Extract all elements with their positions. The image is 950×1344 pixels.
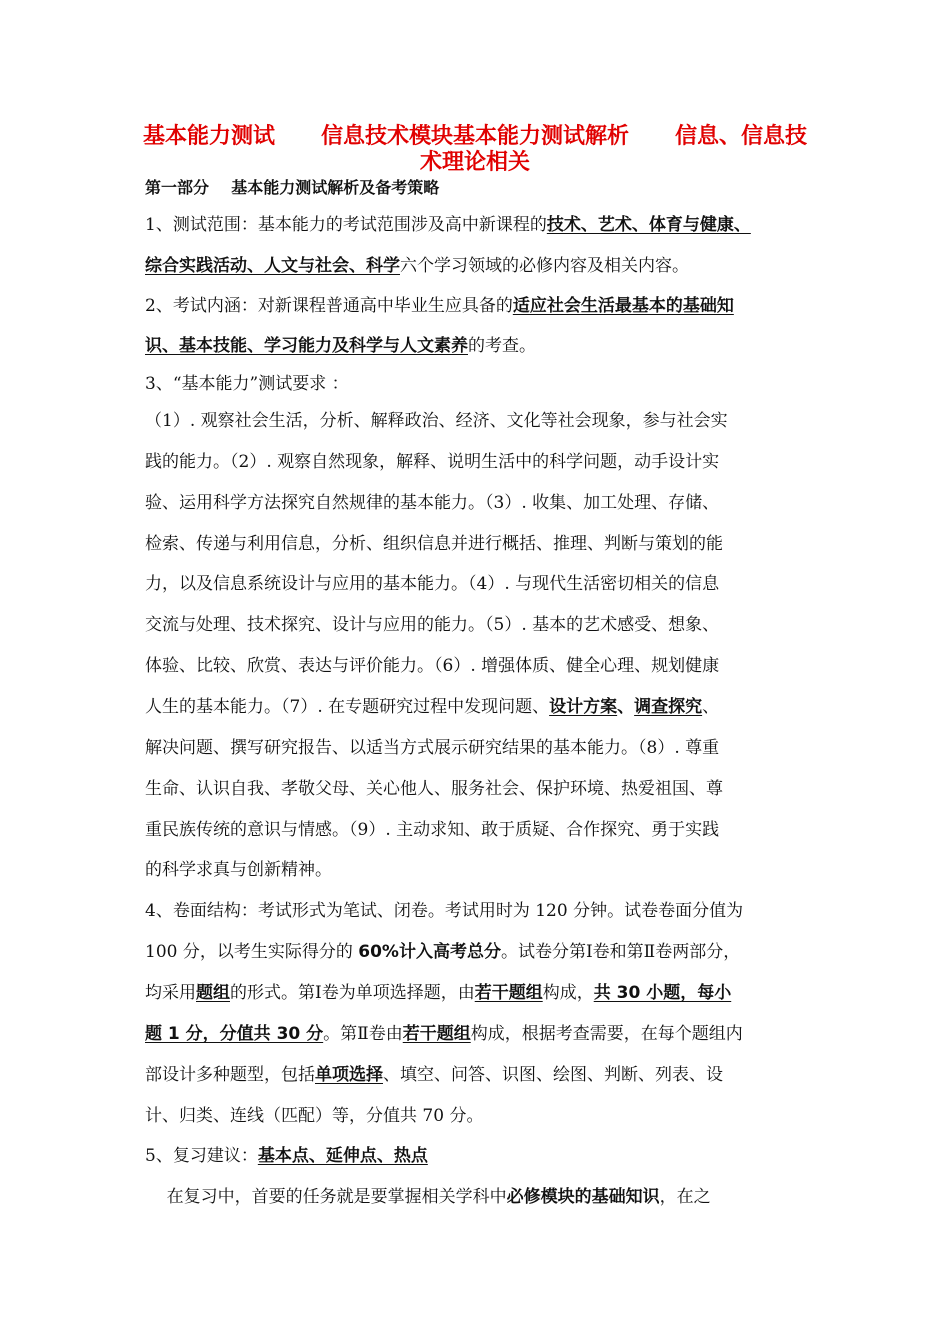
section-3-line-1: （1）. 观察社会生活，分析、解释政治、经济、文化等社会现象，参与社会实 <box>145 411 728 431</box>
score-weight-emphasis: 60%计入高考总分 <box>358 942 501 962</box>
section-3-text-8: 人生的基本能力。（7）. 在专题研究过程中发现问题、 <box>145 697 550 717</box>
separator-2: 、 <box>702 697 720 717</box>
section-4-text-3a: 均采用 <box>145 983 196 1003</box>
section-4-line-1: 4、卷面结构：考试形式为笔试、闭卷。考试用时为 120 分钟。试卷卷面分值为 <box>145 901 744 921</box>
section-4-line-5 <box>145 1062 723 1088</box>
several-groups-emphasis: 若干题组 <box>474 983 543 1003</box>
section-4-line-2 <box>145 939 740 965</box>
section-4-text-5c: 、填空、问答、识图、绘图、判断、列表、设 <box>383 1065 723 1085</box>
section-3-line-7: 体验、比较、欣赏、表达与评价能力。（6）. 增强体质、健全心理、规划健康 <box>145 656 720 676</box>
investigation-emphasis: 调查探究 <box>634 697 703 717</box>
section-4-line-3 <box>145 980 731 1006</box>
section-3-line-4: 检索、传递与利用信息，分析、组织信息并进行概括、推理、判断与策划的能 <box>145 534 723 554</box>
section-5-text: 5、复习建议： <box>145 1146 258 1166</box>
section-4-text-3c: 的形式。第Ⅰ卷为单项选择题，由 <box>230 983 475 1003</box>
single-choice-emphasis: 单项选择 <box>315 1065 383 1085</box>
section-3-line-6: 交流与处理、技术探究、设计与应用的能力。（5）. 基本的艺术感受、想象、 <box>145 615 720 635</box>
section-3-line-10: 生命、认识自我、孝敬父母、关心他人、服务社会、保护环境、热爱祖国、尊 <box>145 779 723 799</box>
section-4-text-2c: 。试卷分第Ⅰ卷和第Ⅱ卷两部分， <box>500 942 741 962</box>
section-2-text: 2、考试内涵：对新课程普通高中毕业生应具备的 <box>145 296 513 316</box>
section-4-line-4 <box>145 1021 743 1047</box>
review-points-emphasis: 基本点、延伸点、热点 <box>257 1146 428 1166</box>
section-5-paragraph-line-1 <box>145 1184 711 1210</box>
section-1-text: 1、测试范围：基本能力的考试范围涉及高中新课程的 <box>145 215 547 235</box>
section-2-emphasis: 适应社会生活最基本的基础知 <box>512 296 734 316</box>
section-3-heading: 3、“基本能力”测试要求 ： <box>145 374 349 394</box>
required-module-emphasis: 必修模块的基础知识 <box>506 1187 660 1207</box>
section-3-line-11: 重民族传统的意识与情感。（9）. 主动求知、敢于质疑、合作探究、勇于实践 <box>145 820 720 840</box>
section-1-line-2 <box>145 253 689 279</box>
question-group-emphasis: 题组 <box>196 983 230 1003</box>
section-4-text-2a: 100 分，以考生实际得分的 <box>145 942 359 962</box>
section-2-line-2 <box>145 333 536 359</box>
section-4-text-4d: 构成，根据考查需要，在每个题组内 <box>470 1024 743 1044</box>
section-5-paragraph-text-2: ，在之 <box>659 1187 711 1207</box>
separator: 、 <box>617 697 635 717</box>
section-4-line-6: 计、归类、连线（匹配）等，分值共 70 分。 <box>145 1106 484 1126</box>
section-4-text-5a: 部设计多种题型，包括 <box>145 1065 315 1085</box>
section-4-text-4b: 。第Ⅱ卷由 <box>323 1024 403 1044</box>
section-1-emphasis: 技术、艺术、体育与健康、 <box>546 215 751 235</box>
section-3-line-8 <box>145 694 719 720</box>
part-one-heading: 第一部分 基本能力测试解析及备考策略 <box>145 178 440 197</box>
question-count-emphasis: 共 30 小题，每小 <box>593 983 732 1003</box>
section-2-line-1 <box>145 293 734 319</box>
section-3-line-2: 践的能力。（2）. 观察自然现象，解释、说明生活中的科学问题，动手设计实 <box>145 452 720 472</box>
section-2-emphasis-2: 识、基本技能、学习能力及科学与人文素养 <box>145 336 468 356</box>
design-plan-emphasis: 设计方案 <box>549 697 618 717</box>
section-3-line-3: 验、运用科学方法探究自然规律的基本能力。（3）. 收集、加工处理、存储、 <box>145 493 720 513</box>
section-1-line-1 <box>145 212 751 238</box>
several-groups-emphasis-2: 若干题组 <box>402 1024 471 1044</box>
section-3-line-9: 解决问题、撰写研究报告、以适当方式展示研究结果的基本能力。（8）. 尊重 <box>145 738 720 758</box>
section-3-line-5: 力，以及信息系统设计与应用的基本能力。（4）. 与现代生活密切相关的信息 <box>145 574 720 594</box>
section-1-emphasis-2: 综合实践活动、人文与社会、科学 <box>145 256 400 276</box>
section-5-line-1 <box>145 1143 428 1169</box>
section-1-text-2: 六个学习领域的必修内容及相关内容。 <box>400 256 689 276</box>
section-2-text-2: 的考查。 <box>468 336 536 356</box>
section-5-paragraph-text: 在复习中，首要的任务就是要掌握相关学科中 <box>145 1187 507 1207</box>
document-title-line-2: 术理论相关 <box>419 150 530 175</box>
section-3-line-12: 的科学求真与创新精神。 <box>145 860 332 880</box>
document-title-line-1: 基本能力测试 信息技术模块基本能力测试解析 信息、信息技 <box>143 124 807 149</box>
score-emphasis: 题 1 分，分值共 30 分 <box>145 1024 324 1044</box>
section-4-text-3e: 构成， <box>542 983 594 1003</box>
